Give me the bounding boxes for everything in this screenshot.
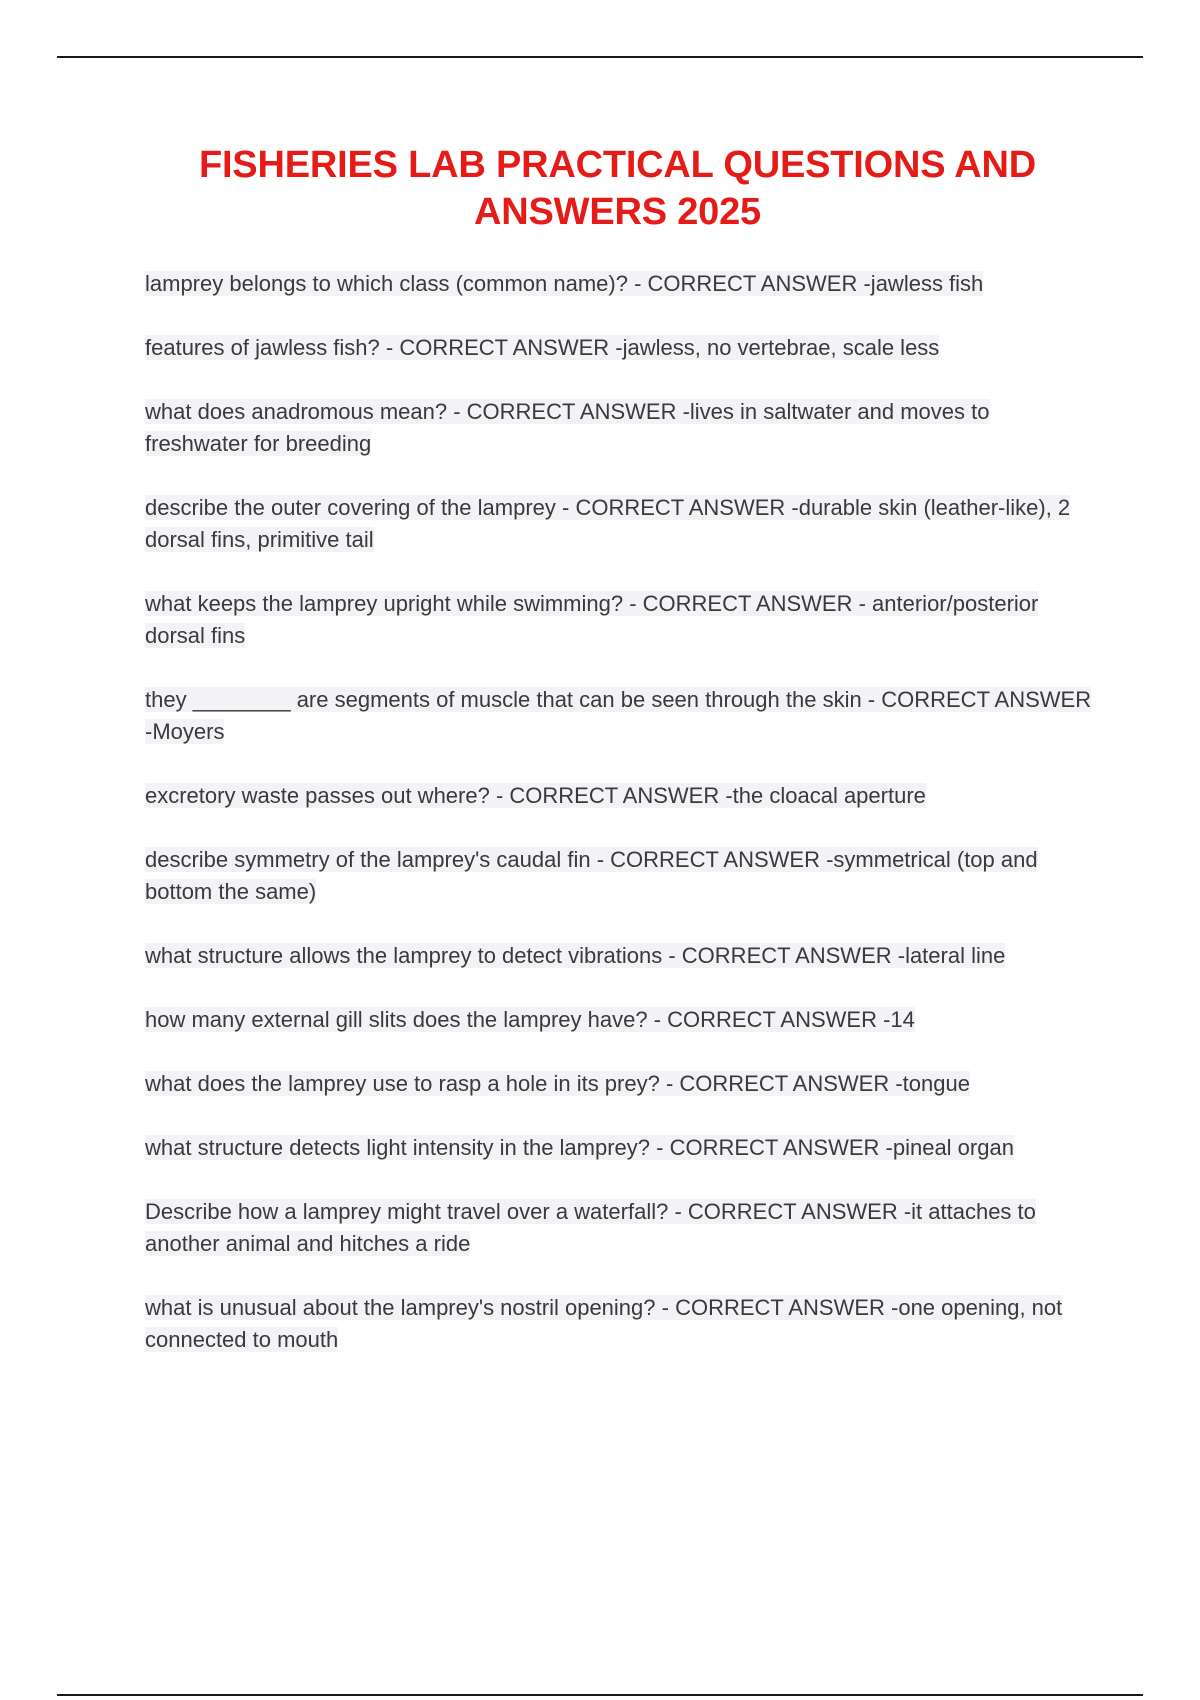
qa-list xyxy=(145,268,1095,1388)
qa-item xyxy=(145,332,1095,364)
qa-text: features of jawless fish? - CORRECT ANSWER -jawless, no vertebrae, scale less xyxy=(145,335,940,360)
qa-text: they ________ are segments of muscle that can be seen through the skin - CORRECT ANSWER -Moyers xyxy=(145,687,1092,744)
qa-item xyxy=(145,1292,1095,1356)
qa-text: what does the lamprey use to rasp a hole in its prey? - CORRECT ANSWER -tongue xyxy=(145,1071,970,1096)
qa-text: what is unusual about the lamprey's nostril opening? - CORRECT ANSWER -one opening, not connected to mouth xyxy=(145,1295,1063,1352)
qa-text: lamprey belongs to which class (common name)? - CORRECT ANSWER -jawless fish xyxy=(145,271,984,296)
qa-item xyxy=(145,396,1095,460)
qa-item xyxy=(145,268,1095,300)
qa-item xyxy=(145,1004,1095,1036)
qa-item xyxy=(145,1196,1095,1260)
qa-item xyxy=(145,1068,1095,1100)
qa-text: what does anadromous mean? - CORRECT ANSWER -lives in saltwater and moves to freshwater for breeding xyxy=(145,399,990,456)
qa-item xyxy=(145,1132,1095,1164)
qa-item xyxy=(145,940,1095,972)
qa-text: what structure allows the lamprey to detect vibrations - CORRECT ANSWER -lateral line xyxy=(145,943,1006,968)
top-rule xyxy=(57,56,1143,58)
document-title: FISHERIES LAB PRACTICAL QUESTIONS AND ANSWERS 2025 xyxy=(198,144,1037,233)
bottom-rule xyxy=(57,1694,1143,1696)
qa-text: describe the outer covering of the lamprey - CORRECT ANSWER -durable skin (leather-like), 2 dorsal fins, primitive tail xyxy=(145,495,1071,552)
qa-text: excretory waste passes out where? - CORRECT ANSWER -the cloacal aperture xyxy=(145,783,926,808)
qa-item xyxy=(145,492,1095,556)
qa-text: how many external gill slits does the lamprey have? - CORRECT ANSWER -14 xyxy=(145,1007,915,1032)
qa-item xyxy=(145,844,1095,908)
qa-text: what keeps the lamprey upright while swimming? - CORRECT ANSWER - anterior/posterior dorsal fins xyxy=(145,591,1039,648)
qa-item xyxy=(145,684,1095,748)
qa-text: describe symmetry of the lamprey's caudal fin - CORRECT ANSWER -symmetrical (top and bottom the same) xyxy=(145,847,1038,904)
qa-text: Describe how a lamprey might travel over a waterfall? - CORRECT ANSWER -it attaches to another animal and hitches a ride xyxy=(145,1199,1036,1256)
qa-text: what structure detects light intensity in the lamprey? - CORRECT ANSWER -pineal organ xyxy=(145,1135,1014,1160)
qa-item xyxy=(145,780,1095,812)
qa-item xyxy=(145,588,1095,652)
